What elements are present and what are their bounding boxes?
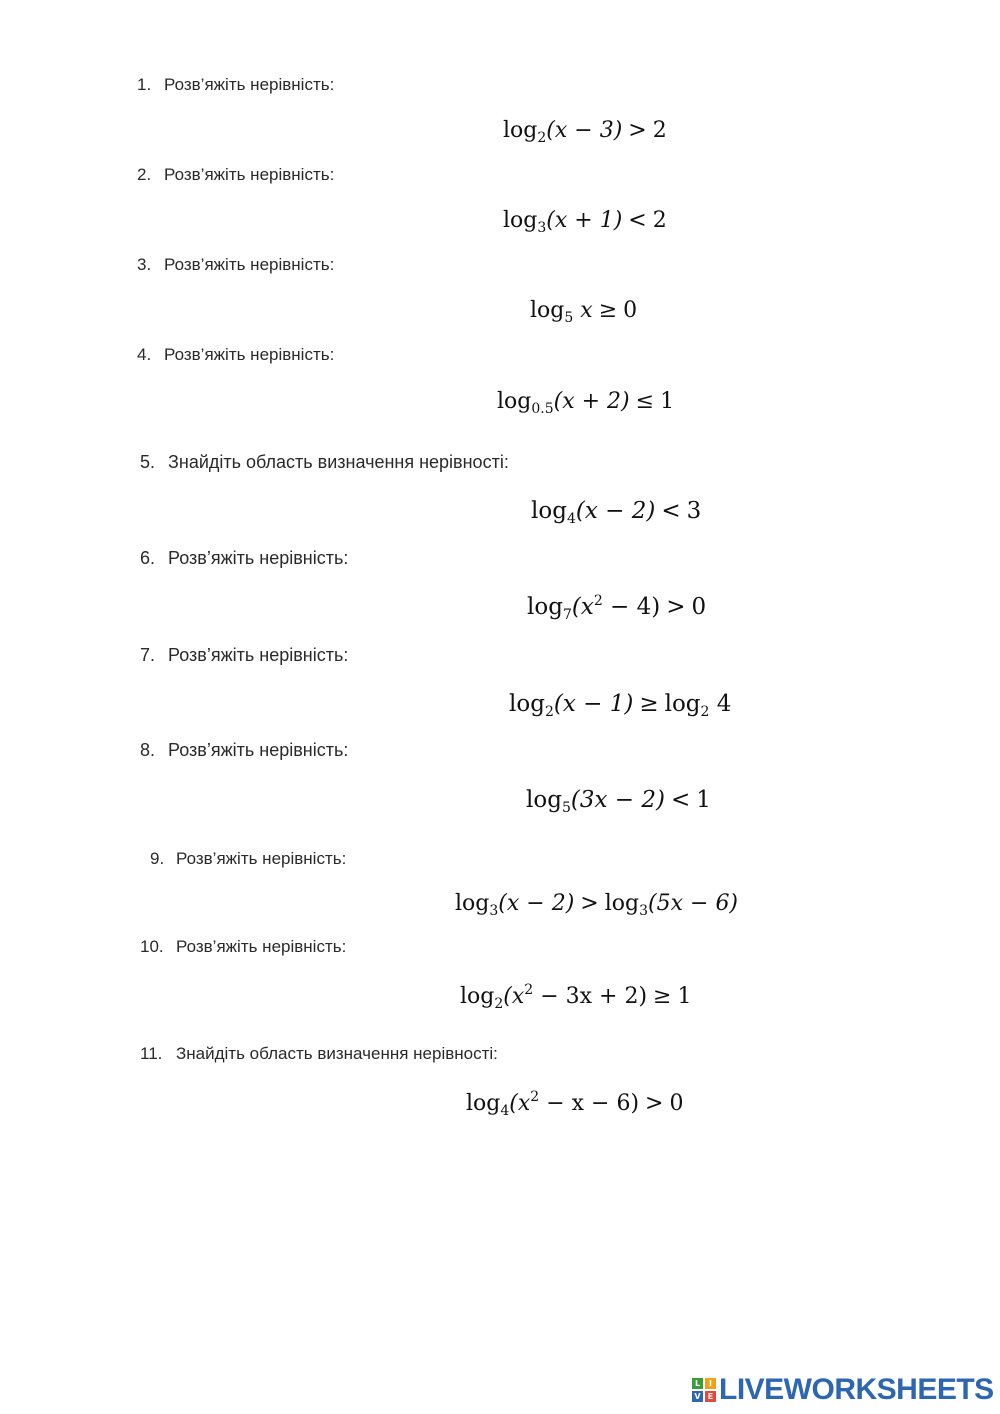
task-text: Розв’яжіть нерівність: xyxy=(168,548,349,568)
task-4-formula: $\log_{0.5}(x + 2) \le 1$ xyxy=(497,389,675,417)
task-text: Розв’яжіть нерівність: xyxy=(176,937,347,956)
task-3-prompt xyxy=(137,255,334,275)
task-6-prompt xyxy=(140,548,348,569)
task-text: Розв’яжіть нерівність: xyxy=(168,645,349,665)
task-number: 5. xyxy=(140,452,156,472)
task-number: 11. xyxy=(140,1044,163,1063)
task-3-formula: $\log_5 x \ge 0$ xyxy=(530,298,638,326)
task-7-formula: $\log_2(x - 1) \ge \log_2 4$ xyxy=(509,691,732,720)
task-text: Знайдіть область визначення нерівності: xyxy=(176,1044,498,1063)
task-text: Розв’яжіть нерівність: xyxy=(164,165,335,184)
task-number: 10. xyxy=(140,937,164,956)
task-number: 4. xyxy=(137,345,152,364)
task-9-prompt xyxy=(150,849,346,869)
task-text: Розв’яжіть нерівність: xyxy=(176,849,347,868)
task-4-prompt xyxy=(137,345,334,365)
task-2-formula: $\log_3(x + 1) < 2$ xyxy=(503,208,667,236)
task-6-formula: $\log_7(x^2 - 4) > 0$ xyxy=(527,593,707,623)
logo-mark-icon: L I V E xyxy=(692,1378,716,1402)
task-text: Розв’яжіть нерівність: xyxy=(168,740,349,760)
task-10-prompt xyxy=(140,937,346,957)
logo-text: LIVEWORKSHEETS xyxy=(719,1373,994,1406)
task-text: Знайдіть область визначення нерівності: xyxy=(168,452,509,472)
task-1-formula: $\log_2(x - 3) > 2$ xyxy=(503,118,667,146)
task-8-formula: $\log_5(3x - 2) < 1$ xyxy=(526,787,711,816)
task-5-prompt xyxy=(140,452,509,473)
task-number: 6. xyxy=(140,548,156,568)
task-9-formula: $\log_3(x - 2) > \log_3(5x - 6)$ xyxy=(455,891,739,919)
task-7-prompt xyxy=(140,645,348,666)
task-number: 2. xyxy=(137,165,152,184)
task-text: Розв’яжіть нерівність: xyxy=(164,345,335,364)
task-number: 1. xyxy=(137,75,152,94)
task-text: Розв’яжіть нерівність: xyxy=(164,75,335,94)
task-number: 3. xyxy=(137,255,152,274)
task-11-formula: $\log_4(x^2 - x - 6) > 0$ xyxy=(466,1089,684,1119)
task-number: 7. xyxy=(140,645,156,665)
task-11-prompt xyxy=(140,1044,498,1064)
liveworksheets-logo xyxy=(692,1373,994,1407)
task-5-formula: $\log_4(x - 2) < 3$ xyxy=(531,498,702,527)
task-number: 8. xyxy=(140,740,156,760)
task-number: 9. xyxy=(150,849,165,868)
task-8-prompt xyxy=(140,740,348,761)
task-10-formula: $\log_2(x^2 - 3x + 2) \ge 1$ xyxy=(460,982,692,1012)
task-2-prompt xyxy=(137,165,334,185)
task-1-prompt xyxy=(137,75,334,95)
task-text: Розв’яжіть нерівність: xyxy=(164,255,335,274)
